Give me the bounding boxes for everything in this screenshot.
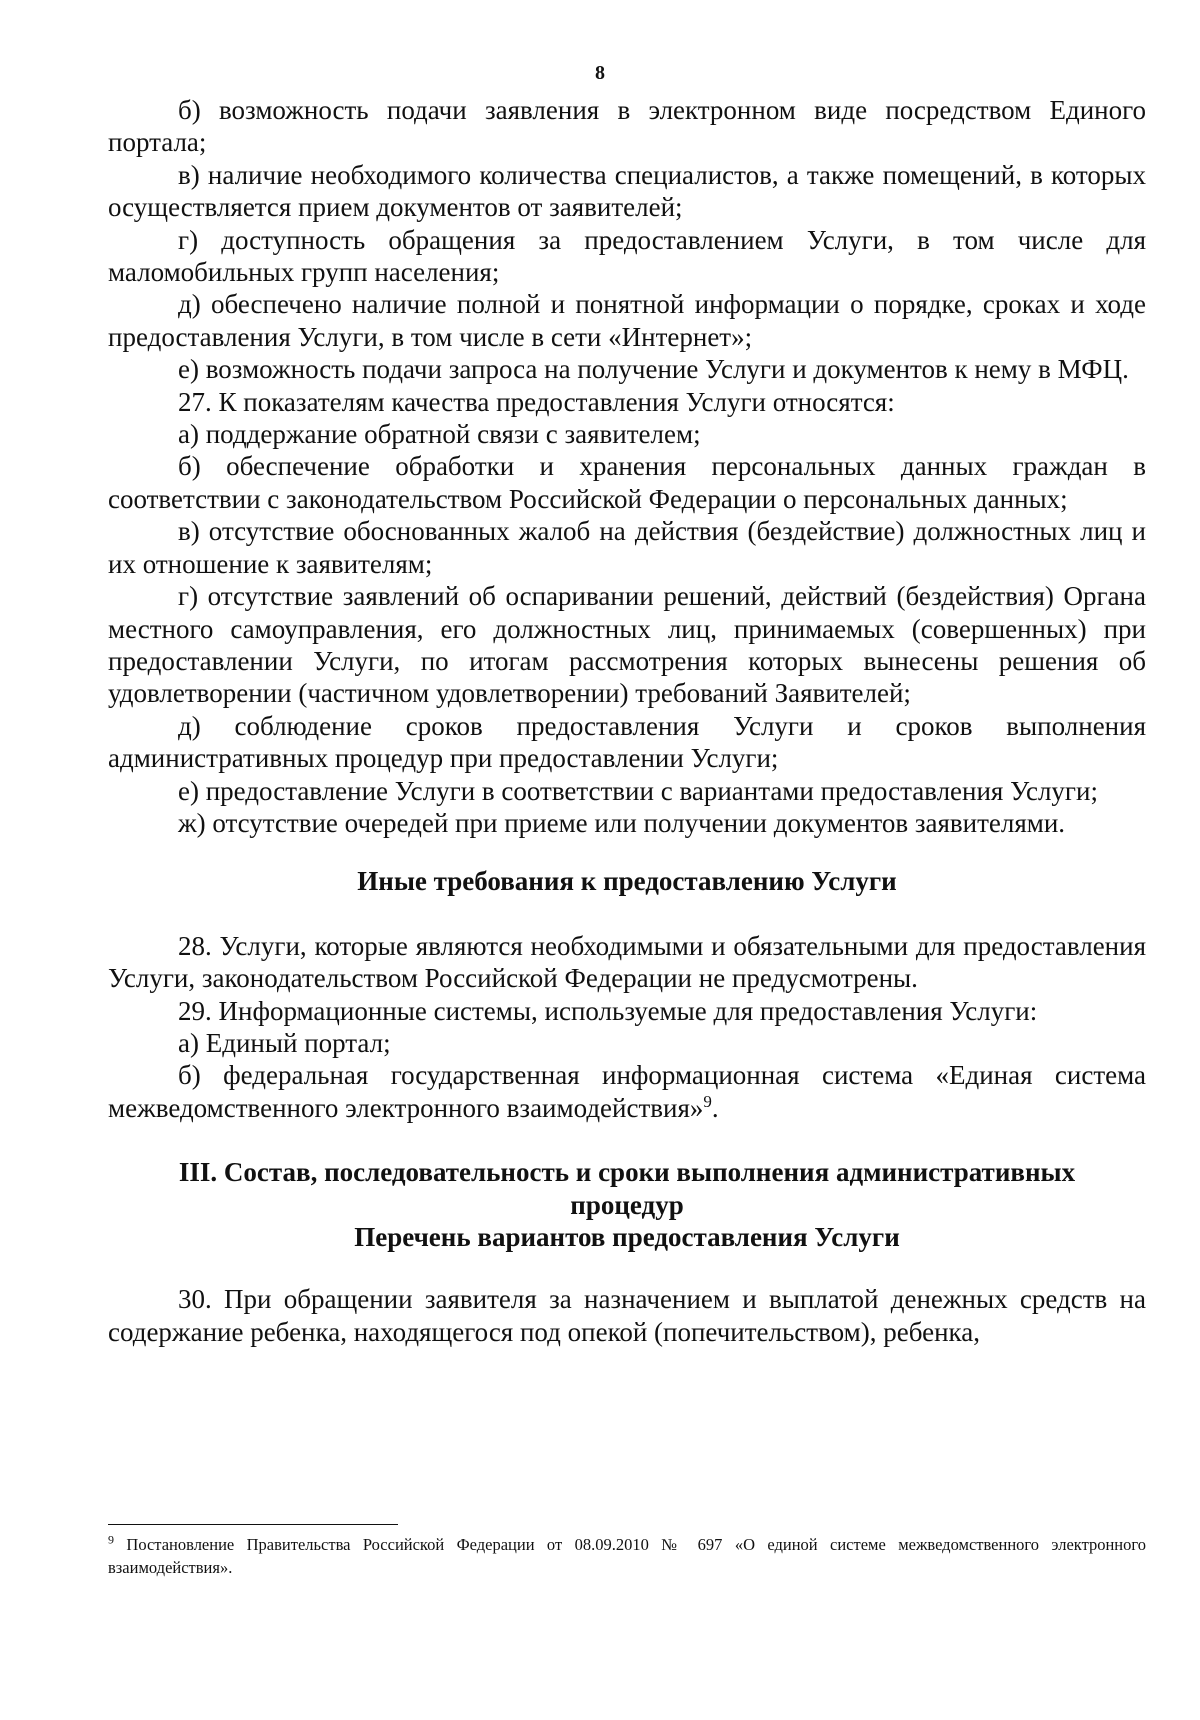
section-heading-subtitle: Перечень вариантов предоставления Услуги	[354, 1222, 900, 1252]
item-29b-text: б) федеральная государственная информационная система «Единая система межведомственного электронного взаимодействия»	[108, 1060, 1146, 1123]
clause-28: 28. Услуги, которые являются необходимыми и обязательными для предоставления Услуги, законодательством Российской Федерации не предусмотрены.	[108, 930, 1146, 994]
clause-27: 27. К показателям качества предоставления Услуги относятся:	[178, 386, 895, 417]
item-26b: б) возможность подачи заявления в электронном виде посредством Единого портала;	[108, 95, 1146, 158]
item-27g: г) отсутствие заявлений об оспаривании решений, действий (бездействия) Органа местного самоуправления, его должностных лиц, принимаемых (совершенных) при предоставлении Услуги, по итогам рассмотрения которых вынесены решения об удовлетворении (частичном удовлетворении) требований Заявителей;	[108, 581, 1146, 709]
item-27zh: ж) отсутствие очередей при приеме или получении документов заявителями.	[178, 807, 1066, 838]
footnote-mark: 9	[108, 1532, 114, 1547]
item-26d: д) обеспечено наличие полной и понятной информации о порядке, сроках и ходе предоставления Услуги, в том числе в сети «Интернет»;	[108, 289, 1146, 352]
clause-30: 30. При обращении заявителя за назначением и выплатой денежных средств на содержание ребенка, находящегося под опекой (попечительством), ребенка,	[108, 1284, 1146, 1347]
item-27b: б) обеспечение обработки и хранения персональных данных граждан в соответствии с законодательством Российской Федерации о персональных данных;	[108, 451, 1146, 514]
clause-29: 29. Информационные системы, используемые для предоставления Услуги:	[178, 995, 1038, 1026]
section-heading	[108, 1156, 1146, 1253]
footnote-text: Постановление Правительства Российской Федерации от 08.09.2010 № 697 «О единой системе межведомственного электронного взаимодействия».	[108, 1535, 1146, 1577]
item-27a: а) поддержание обратной связи с заявителем;	[178, 419, 701, 450]
section-heading-title: III. Состав, последовательность и сроки выполнения административных процедур	[178, 1157, 1076, 1220]
heading-other-requirements: Иные требования к предоставлению Услуги	[357, 866, 897, 897]
item-29a: а) Единый портал;	[178, 1027, 391, 1058]
body-text	[108, 94, 1146, 1348]
item-26e: е) возможность подачи запроса на получение Услуги и документов к нему в МФЦ.	[178, 354, 1129, 385]
item-27d: д) соблюдение сроков предоставления Услуги и сроков выполнения административных процедур при предоставлении Услуги;	[108, 710, 1146, 774]
footnote-reference: 9	[703, 1091, 712, 1111]
item-27e: е) предоставление Услуги в соответствии с вариантами предоставления Услуги;	[178, 775, 1098, 806]
footnote-separator	[108, 1524, 398, 1525]
item-29b-end: .	[711, 1092, 719, 1123]
item-26v: в) наличие необходимого количества специалистов, а также помещений, в которых осуществляется прием документов от заявителей;	[108, 159, 1146, 223]
item-27v: в) отсутствие обоснованных жалоб на действия (бездействие) должностных лиц и их отношение к заявителям;	[108, 516, 1146, 579]
item-26g: г) доступность обращения за предоставлением Услуги, в том числе для маломобильных групп населения;	[108, 224, 1146, 288]
page-number: 8	[595, 62, 605, 84]
footnote	[108, 1533, 1146, 1579]
item-29b	[108, 1059, 1146, 1124]
